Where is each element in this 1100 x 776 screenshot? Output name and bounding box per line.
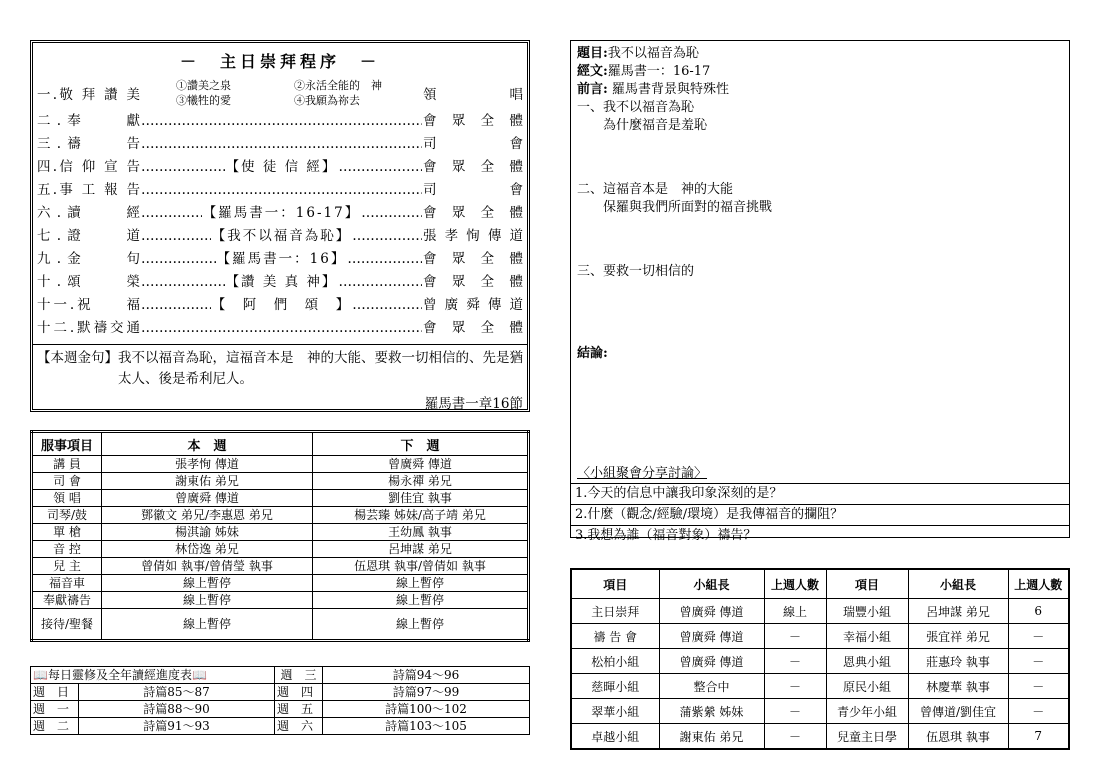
reading-title: 📖每日靈修及全年讀經進度表📖 [31, 667, 275, 684]
table-cell: 領 唱 [32, 490, 102, 507]
table-cell: 劉佳宜 執事 [313, 490, 529, 507]
reading-passage: 詩篇94～96 [323, 667, 530, 684]
program-item-leader: 司 會 [423, 182, 523, 198]
table-cell: － [764, 699, 826, 724]
table-cell: 週 日 [31, 684, 79, 701]
table-cell: 線上暫停 [313, 609, 529, 641]
program-item-leader: 曾 廣 舜 傳 道 [423, 297, 523, 313]
leader-dots [352, 225, 422, 248]
groups-table [570, 568, 1070, 750]
table-cell: 接待/聖餐 [32, 609, 102, 641]
program-item-label: 十.頌 榮 [37, 274, 140, 290]
table-cell: 曾廣舜 傳道 [659, 599, 764, 624]
table-cell: 曾廣舜 傳道 [102, 490, 313, 507]
program-item-detail: 【使 徒 信 經】 [225, 159, 338, 175]
table-cell: 整合中 [659, 674, 764, 699]
table-cell: 詩篇88～90 [79, 701, 275, 718]
table-cell: 伍恩琪 執事/曾倩如 執事 [313, 558, 529, 575]
service-row [32, 541, 529, 558]
program-item-label: 一.敬 拜 讚 美 [37, 87, 140, 103]
program-item-detail: 【讚 美 真 神】 [225, 274, 338, 290]
leader-dots [141, 225, 211, 248]
table-cell: 週 五 [275, 701, 323, 718]
table-cell: 主日崇拜 [571, 599, 659, 624]
service-row [32, 524, 529, 541]
table-cell: 詩篇85～87 [79, 684, 275, 701]
table-cell: 線上暫停 [102, 609, 313, 641]
program-item-leader: 會 眾 全 體 [423, 274, 523, 290]
program-item-detail: 【羅馬書一：16】 [216, 251, 347, 267]
hymn-list [176, 78, 412, 108]
column-header: 項目 [826, 569, 908, 599]
table-cell: 曾倩如 執事/曾倩瑩 執事 [102, 558, 313, 575]
service-row [32, 456, 529, 473]
table-cell: 司 會 [32, 473, 102, 490]
table-cell: 講 員 [32, 456, 102, 473]
table-cell: 楊永禪 弟兄 [313, 473, 529, 490]
leader-dots [141, 110, 422, 133]
service-row [32, 507, 529, 524]
table-cell: 曾廣舜 傳道 [659, 649, 764, 674]
topic-label: 題目: [577, 46, 608, 61]
leader-dots [141, 317, 422, 340]
scripture-label: 經文: [577, 64, 608, 79]
intro: 羅馬書背景與特殊性 [607, 82, 729, 97]
table-cell: 張宜祥 弟兄 [908, 624, 1008, 649]
column-header: 上週人數 [764, 569, 826, 599]
table-cell: 王幼鳳 執事 [313, 524, 529, 541]
discussion-questions [571, 483, 1069, 546]
table-cell: － [1008, 699, 1069, 724]
leader-dots [361, 202, 422, 225]
golden-verse-text: 我不以福音為恥，這福音本是 神的大能、要救一切相信的、先是猶太人、後是希利尼人。 [118, 350, 523, 387]
table-cell: 線上暫停 [102, 592, 313, 609]
group-row [571, 699, 1069, 724]
table-cell: 7 [1008, 724, 1069, 750]
table-cell: 詩篇100～102 [323, 701, 530, 718]
point-1: 一、我不以福音為恥 [577, 100, 695, 115]
column-header: 下 週 [313, 432, 529, 456]
group-row [571, 724, 1069, 750]
program-item-label: 十一.祝 福 [37, 297, 140, 313]
table-cell: 線上暫停 [102, 575, 313, 592]
program-row [37, 110, 523, 133]
program-item-label: 六.讀 經 [37, 205, 140, 221]
table-cell: 線上 [764, 599, 826, 624]
service-roster [30, 430, 530, 642]
program-item-leader: 會 眾 全 體 [423, 113, 523, 129]
group-row [571, 599, 1069, 624]
program-item-leader: 領 唱 [423, 87, 523, 103]
point-2: 二、這福音本是 神的大能 [577, 182, 734, 197]
leader-dots [347, 248, 422, 271]
program-item-label: 二.奉 獻 [37, 113, 140, 129]
table-cell: － [1008, 649, 1069, 674]
service-row [32, 558, 529, 575]
table-cell: － [1008, 674, 1069, 699]
table-cell: 曾廣舜 傳道 [659, 624, 764, 649]
table-cell: 詩篇97～99 [323, 684, 530, 701]
leader-dots [141, 294, 211, 317]
group-row [571, 649, 1069, 674]
reading-day: 週 三 [275, 667, 323, 684]
table-cell: 奉獻禱告 [32, 592, 102, 609]
point-2-sub: 保羅與我們所面對的福音挑戰 [603, 200, 773, 215]
question: 2.什麼（觀念/經驗/環境）是我傳福音的攔阻？ [571, 505, 1069, 526]
reading-schedule [30, 666, 530, 735]
reading-row [31, 701, 530, 718]
scripture: 羅馬書一：16-17 [607, 64, 711, 79]
program-item-label: 四.信 仰 宣 告 [37, 159, 140, 175]
table-cell: 鄧徽文 弟兄/李惠恩 弟兄 [102, 507, 313, 524]
leader-dots [141, 202, 202, 225]
table-cell: 卓越小組 [571, 724, 659, 750]
program-item-leader: 會 眾 全 體 [423, 205, 524, 221]
table-cell: 週 六 [275, 718, 323, 735]
divider [33, 344, 527, 345]
reading-row [31, 718, 530, 735]
service-row [32, 575, 529, 592]
program-row [37, 179, 523, 202]
table-cell: － [1008, 624, 1069, 649]
program-row [37, 133, 523, 156]
group-row [571, 624, 1069, 649]
table-cell: 林岱逸 弟兄 [102, 541, 313, 558]
table-cell: 音 控 [32, 541, 102, 558]
golden-verse [37, 348, 523, 415]
table-cell: 楊淇諭 姊妹 [102, 524, 313, 541]
program-row [37, 225, 523, 248]
reading-table [30, 666, 530, 735]
table-cell: 原民小組 [826, 674, 908, 699]
golden-verse-ref: 羅馬書一章16節 [424, 396, 523, 412]
leader-dots [141, 271, 225, 294]
program-row [37, 317, 523, 340]
table-cell: 曾廣舜 傳道 [313, 456, 529, 473]
conclusion-label: 結論: [577, 346, 608, 361]
program-row [37, 294, 523, 317]
golden-verse-label: 【本週金句】 [37, 350, 118, 366]
column-header: 小組長 [908, 569, 1008, 599]
table-cell: 蒲紫縈 姊妹 [659, 699, 764, 724]
leader-dots [141, 156, 225, 179]
table-cell: 呂坤謀 弟兄 [908, 599, 1008, 624]
leader-dots [141, 179, 422, 202]
intro-label: 前言: [577, 82, 608, 97]
leader-dots [338, 271, 422, 294]
hymn: ④我願為祢去 [294, 94, 360, 107]
table-cell: 6 [1008, 599, 1069, 624]
table-cell: 兒 主 [32, 558, 102, 575]
column-header: 本 週 [102, 432, 313, 456]
program-item-label: 九.金 句 [37, 251, 140, 267]
leader-dots [141, 248, 216, 271]
program-item-label: 七.證 道 [37, 228, 140, 244]
table-cell: 謝東佑 弟兄 [102, 473, 313, 490]
table-cell: 翠華小組 [571, 699, 659, 724]
table-cell: 線上暫停 [313, 575, 529, 592]
program-item-leader: 會 眾 全 體 [423, 251, 523, 267]
table-cell: 青少年小組 [826, 699, 908, 724]
table-cell: 線上暫停 [313, 592, 529, 609]
hymn: ②永活全能的 神 [294, 79, 382, 92]
discussion-title: 〈小組聚會分享討論〉 [577, 466, 708, 481]
topic: 我不以福音為恥 [607, 46, 699, 61]
small-groups [570, 568, 1070, 750]
program-item-leader: 會 眾 全 體 [423, 159, 523, 175]
point-1-sub: 為什麼福音是羞恥 [603, 118, 708, 133]
program-item-leader: 會 眾 全 體 [423, 320, 523, 336]
program-item-label: 十二.默禱交通 [37, 320, 140, 336]
program-item-detail: 【我不以福音為恥】 [211, 228, 352, 244]
program-row [37, 248, 523, 271]
table-cell: 單 槍 [32, 524, 102, 541]
program-item-leader: 司 會 [423, 136, 523, 152]
table-cell: 恩典小組 [826, 649, 908, 674]
service-row [32, 609, 529, 641]
service-row [32, 490, 529, 507]
table-cell: 兒童主日學 [826, 724, 908, 750]
table-cell: 週 一 [31, 701, 79, 718]
table-cell: 司琴/鼓 [32, 507, 102, 524]
program-item-detail: 【羅馬書一：16-17】 [202, 205, 361, 221]
table-cell: 謝東佑 弟兄 [659, 724, 764, 750]
question: 1.今天的信息中讓我印象深刻的是？ [571, 484, 1069, 505]
hymn: ③犧牲的愛 [176, 94, 231, 107]
question: 3.我想為誰（福音對象）禱告？ [575, 528, 757, 543]
table-cell: 曾傳道/劉佳宜 [908, 699, 1008, 724]
reading-row [31, 684, 530, 701]
table-cell: － [764, 649, 826, 674]
service-row [32, 592, 529, 609]
table-cell: 詩篇91～93 [79, 718, 275, 735]
table-cell: 福音車 [32, 575, 102, 592]
leader-dots [352, 294, 422, 317]
table-cell: 幸福小組 [826, 624, 908, 649]
hymn: ①讚美之泉 [176, 79, 231, 92]
table-cell: 林慶華 執事 [908, 674, 1008, 699]
program-row-hymns [37, 76, 523, 110]
table-cell: 瑞豐小組 [826, 599, 908, 624]
leader-dots [338, 156, 422, 179]
table-cell: 松柏小組 [571, 649, 659, 674]
table-cell: 週 四 [275, 684, 323, 701]
column-header: 小組長 [659, 569, 764, 599]
table-cell: 伍恩琪 執事 [908, 724, 1008, 750]
table-cell: 楊芸臻 姊妹/高子靖 弟兄 [313, 507, 529, 524]
program-item-label: 五.事 工 報 告 [37, 182, 140, 198]
sermon-notes [570, 40, 1070, 543]
leader-dots [141, 133, 422, 156]
table-cell: 莊惠玲 執事 [908, 649, 1008, 674]
table-cell: 禱 告 會 [571, 624, 659, 649]
service-row [32, 473, 529, 490]
table-cell: 週 二 [31, 718, 79, 735]
program-row [37, 271, 523, 294]
service-table [30, 430, 530, 642]
program-row [37, 156, 523, 179]
column-header: 項目 [571, 569, 659, 599]
point-3: 三、要救一切相信的 [577, 264, 695, 279]
table-cell: 張孝恂 傳道 [102, 456, 313, 473]
program-item-leader: 張 孝 恂 傳 道 [423, 228, 523, 244]
program-title: － 主日崇拜程序 － [179, 52, 380, 71]
program-item-label: 三.禱 告 [37, 136, 140, 152]
table-cell: － [764, 624, 826, 649]
program-rows [37, 110, 523, 340]
column-header: 上週人數 [1008, 569, 1069, 599]
program-row [37, 202, 523, 225]
table-cell: 慈暉小組 [571, 674, 659, 699]
group-row [571, 674, 1069, 699]
worship-program [30, 40, 530, 412]
program-item-detail: 【 阿 們 頌 】 [211, 297, 352, 313]
table-cell: 呂坤謀 弟兄 [313, 541, 529, 558]
table-cell: 詩篇103～105 [323, 718, 530, 735]
column-header: 服事項目 [32, 432, 102, 456]
table-cell: － [764, 724, 826, 750]
table-cell: － [764, 674, 826, 699]
